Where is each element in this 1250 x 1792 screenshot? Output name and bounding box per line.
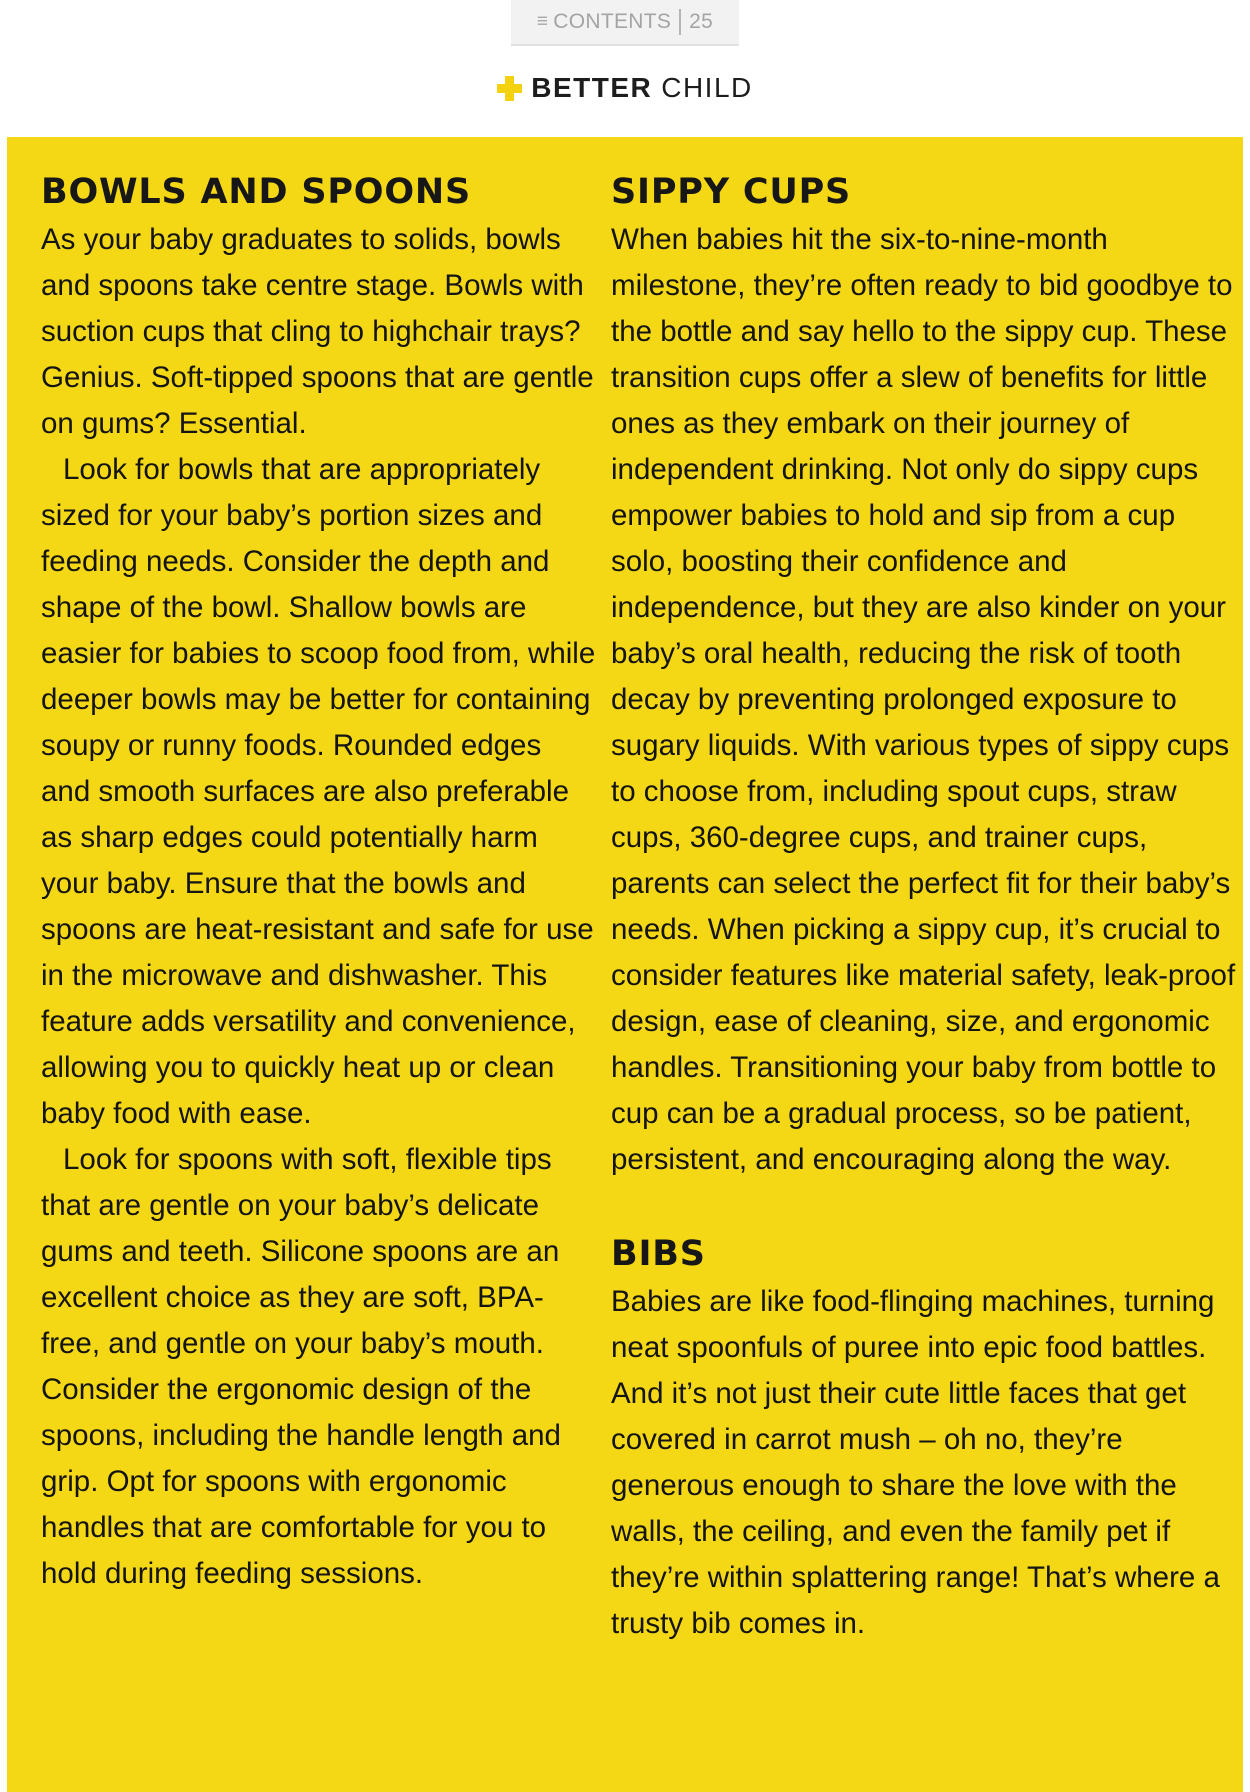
brand-light: CHILD	[661, 72, 753, 103]
sippy-paragraph-1: When babies hit the six-to-nine-month milestone, they’re often ready to bid goodbye to the bottle and say hello to the sippy cup. These transition cups offer a slew of benefits for little ones as they embark on their journey of independent drinking. Not only do sippy cups empower babies to hold and sip from a cup solo, boosting their confidence and independence, but they are also kinder on your baby’s oral health, reducing the risk of tooth decay by preventing prolonged exposure to sugary liquids. With various types of sippy cups to choose from, including spout cups, straw cups, 360-degree cups, and trainer cups, parents can select the perfect fit for their baby’s needs. When picking a sippy cup, it’s crucial to consider features like material safety, leak-proof design, ease of cleaning, size, and ergonomic handles. Transitioning your baby from bottle to cup can be a gradual process, so be patient, persistent, and encouraging along the way.	[611, 223, 1236, 1176]
article-panel	[7, 137, 1243, 1792]
sippy-heading: SIPPY CUPS	[611, 172, 852, 212]
contents-label: CONTENTS	[553, 10, 672, 33]
left-column	[41, 167, 596, 1597]
brand-bold: BETTER	[531, 72, 653, 103]
page-number: 25	[689, 10, 714, 33]
contents-button[interactable]	[511, 0, 739, 46]
bibs-heading: BIBS	[611, 1234, 706, 1274]
bibs-paragraph-1: Babies are like food-flinging machines, turning neat spoonfuls of puree into epic food battles. And it’s not just their cute little faces that get covered in carrot mush – oh no, they’re generous enough to share the love with the walls, the ceiling, and even the family pet if they’re within splattering range! That’s where a trusty bib comes in.	[611, 1285, 1220, 1640]
divider	[679, 9, 681, 35]
hamburger-menu-icon: ≡	[536, 11, 549, 32]
bowls-paragraph-3: Look for spoons with soft, flexible tips that are gentle on your baby’s delicate gums and teeth. Silicone spoons are an excellent choice as they are soft, BPA-free, and gentle on your baby’s mouth. Consider the ergonomic design of the spoons, including the handle length and grip. Opt for spoons with ergonomic handles that are comfortable for you to hold during feeding sessions.	[41, 1143, 561, 1590]
bowls-paragraph-1: As your baby graduates to solids, bowls and spoons take centre stage. Bowls with suction cups that cling to highchair trays? Genius. Soft-tipped spoons that are gentle on gums? Essential.	[41, 223, 594, 440]
bowls-heading: BOWLS AND SPOONS	[41, 172, 472, 212]
plus-cross-icon	[497, 76, 522, 101]
section-spacer	[611, 1183, 1236, 1229]
section-brand	[0, 72, 1250, 104]
right-column	[611, 167, 1236, 1647]
bowls-paragraph-2: Look for bowls that are appropriately sized for your baby’s portion sizes and feeding needs. Consider the depth and shape of the bowl. Shallow bowls are easier for babies to scoop food from, while deeper bowls may be better for containing soupy or runny foods. Rounded edges and smooth surfaces are also preferable as sharp edges could potentially harm your baby. Ensure that the bowls and spoons are heat-resistant and safe for use in the microwave and dishwasher. This feature adds versatility and convenience, allowing you to quickly heat up or clean baby food with ease.	[41, 453, 596, 1130]
